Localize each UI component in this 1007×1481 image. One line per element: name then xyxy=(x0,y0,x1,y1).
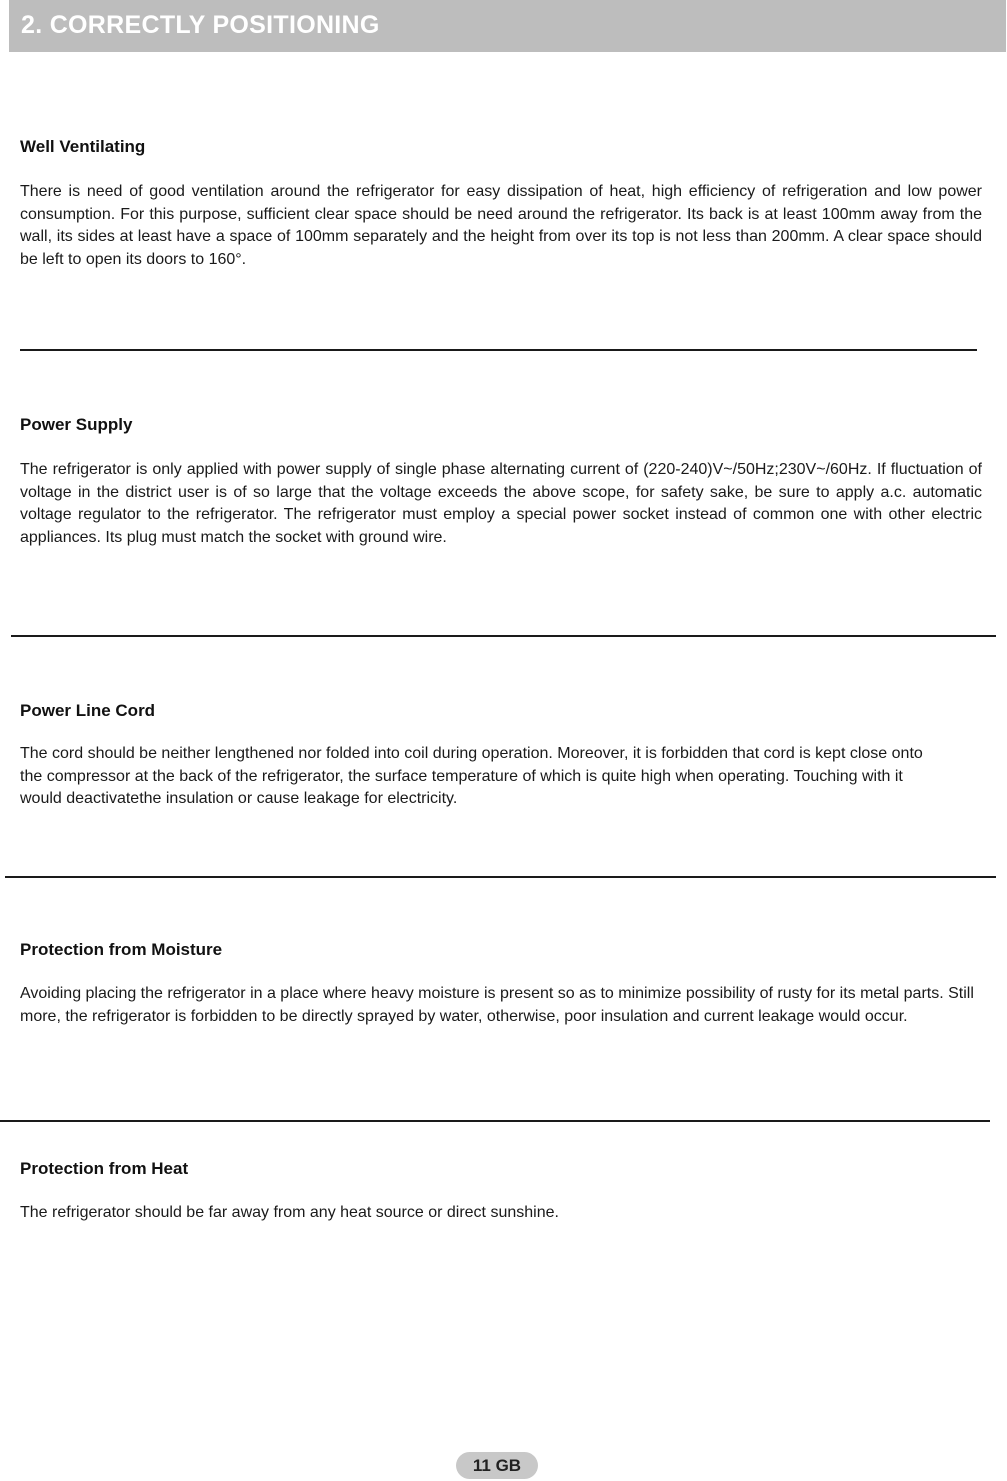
section-divider xyxy=(11,635,996,637)
body-protection-heat: The refrigerator should be far away from any heat source or direct sunshine. xyxy=(20,1204,559,1221)
page-title: 2. CORRECTLY POSITIONING xyxy=(21,11,380,39)
heading-well-ventilating: Well Ventilating xyxy=(20,137,146,156)
section-divider xyxy=(0,1120,990,1122)
body-power-line-cord: The cord should be neither lengthened nor folded into coil during operation. Moreover, it is forbidden that cord is kept close onto the compressor at the back of the refrigerator, the surface temperature of which is quite high when operating. Touching with it would deactivatethe insulation or cause leakage for electricity. xyxy=(20,745,923,807)
heading-power-supply: Power Supply xyxy=(20,415,133,434)
body-power-supply: The refrigerator is only applied with power supply of single phase alternating current of (220-240)V~/50Hz;230V~/60Hz. If fluctuation of voltage in the district user is of so large that the voltage exceeds the above scope, for safety sake, be sure to apply a.c. automatic voltage regulator to the refrigerator. The refrigerator must employ a special power socket instead of common one with other electric appliances. Its plug must match the socket with ground wire. xyxy=(20,461,982,546)
section-divider xyxy=(20,349,977,351)
heading-power-line-cord: Power Line Cord xyxy=(20,701,156,720)
heading-protection-moisture: Protection from Moisture xyxy=(20,940,223,959)
heading-protection-heat: Protection from Heat xyxy=(20,1159,189,1178)
page-number-badge: 11 GB xyxy=(456,1452,538,1479)
body-well-ventilating: There is need of good ventilation around the refrigerator for easy dissipation of heat, high efficiency of refrigeration and low power consumption. For this purpose, sufficient clear space should be need around the refrigerator. Its back is at least 100mm away from the wall, its sides at least have a space of 100mm separately and the height from over its top is not less than 200mm. A clear space should be left to open its doors to 160°. xyxy=(20,183,982,268)
header-bar xyxy=(9,0,1006,52)
section-divider xyxy=(5,876,996,878)
body-protection-moisture: Avoiding placing the refrigerator in a place where heavy moisture is present so as to minimize possibility of rusty for its metal parts. Still more, the refrigerator is forbidden to be directly sprayed by water, otherwise, poor insulation and current leakage would occur. xyxy=(20,985,974,1025)
